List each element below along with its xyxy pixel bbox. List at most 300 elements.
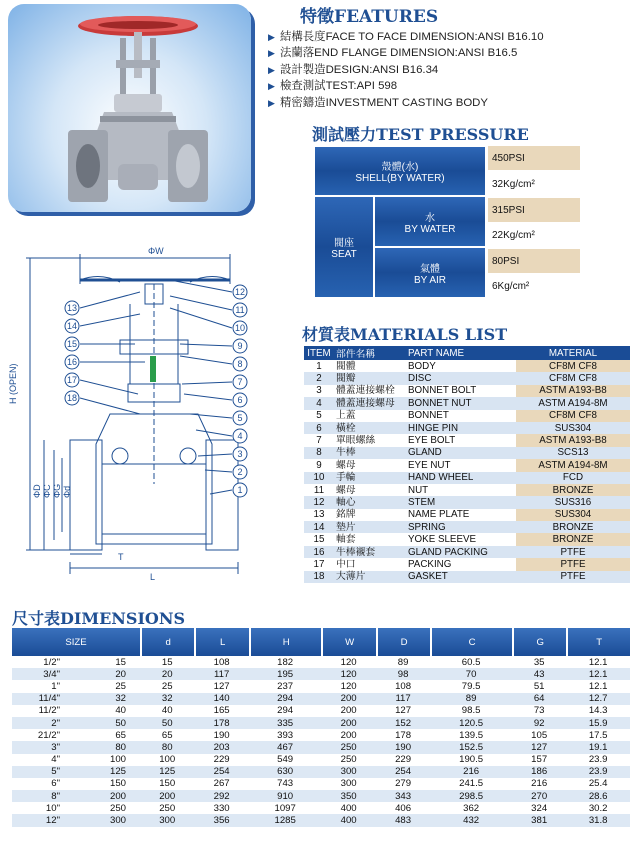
w-value: 200: [321, 693, 375, 705]
material: FCD: [516, 472, 630, 484]
h-value: 294: [249, 693, 322, 705]
test-pressure-title: 測試壓力TEST PRESSURE: [312, 125, 529, 144]
l-value: 178: [194, 717, 248, 729]
label-h: H (OPEN): [8, 363, 18, 404]
arrow-right-icon: ▶: [268, 97, 275, 108]
callout-number: 3: [237, 449, 243, 459]
table-row: [304, 372, 630, 384]
table-row: [12, 668, 630, 680]
part-name: GASKET: [406, 571, 516, 583]
t-value: 12.1: [588, 680, 608, 692]
table-row: [304, 410, 630, 422]
material: CF8M CF8: [516, 410, 630, 422]
l-value: 267: [213, 778, 230, 790]
size-inch: 8": [12, 790, 72, 802]
label-dd: Φd: [62, 485, 72, 498]
part-name-cn: 螺母: [336, 459, 356, 471]
part-name: HINGE PIN: [406, 422, 516, 434]
part-name: DISC: [406, 372, 516, 384]
feature-item: ▶ 精密鑄造INVESTMENT CASTING BODY: [268, 95, 628, 111]
callout-number: 5: [237, 413, 243, 423]
l-value: 356: [194, 814, 248, 826]
callout-number: 14: [66, 321, 78, 331]
callout-number: 7: [237, 377, 243, 387]
part-name-cn: 上蓋: [336, 410, 356, 422]
dd-value: 406: [395, 802, 412, 814]
arrow-right-icon: ▶: [268, 64, 275, 75]
item-number: 13: [313, 509, 325, 521]
w-value: 250: [321, 741, 375, 753]
size-inch: 3": [12, 741, 72, 753]
c-value: 79.5: [461, 680, 481, 692]
size-inch: 1/2": [43, 656, 60, 668]
table-row: [12, 802, 630, 814]
callout-number: 4: [237, 431, 243, 441]
size-mm: 250: [109, 802, 126, 814]
table-row: [304, 447, 630, 459]
dd-value: 117: [376, 693, 430, 705]
dimensions-header-row: [12, 628, 630, 656]
arrow-right-icon: ▶: [268, 48, 275, 59]
material: SUS304: [516, 422, 630, 434]
table-row: [304, 385, 630, 397]
c-value: 152.5: [430, 741, 512, 753]
part-name: STEM: [406, 496, 516, 508]
c-value: 298.5: [430, 790, 512, 802]
w-value: 120: [340, 680, 357, 692]
h-value: 237: [277, 680, 294, 692]
size-inch: 5": [12, 766, 72, 778]
g-value: 64: [512, 693, 566, 705]
table-row: [304, 484, 630, 496]
table-row: [304, 533, 630, 545]
d-value: 32: [140, 693, 194, 705]
item-number: 15: [313, 534, 325, 546]
c-value: 362: [463, 802, 480, 814]
item-number: 18: [304, 571, 334, 583]
water-label-cell: 水 BY WATER: [374, 196, 486, 247]
feature-item: ▶ 檢查測試TEST:API 598: [268, 78, 628, 94]
w-value: 400: [340, 802, 357, 814]
size-mm: 40: [115, 705, 126, 717]
item-number: 6: [304, 422, 334, 434]
w-value: 300: [340, 778, 357, 790]
t-value: 23.9: [588, 754, 608, 766]
g-value: 51: [533, 680, 545, 692]
part-name: BONNET NUT: [406, 397, 516, 409]
g-value: 381: [512, 814, 566, 826]
t-value: 17.5: [588, 729, 608, 741]
g-value: 157: [531, 754, 548, 766]
h-value: 294: [277, 705, 294, 717]
d-value: 100: [159, 754, 176, 766]
part-name-cn: 軸心: [334, 496, 406, 508]
g-value: 186: [512, 766, 566, 778]
part-name-cn: 銘牌: [336, 509, 356, 521]
dd-value: 190: [376, 741, 430, 753]
callout-number: 18: [66, 393, 78, 403]
dd-value: 89: [397, 656, 409, 668]
size-inch: 11/4": [12, 693, 72, 705]
table-row: [304, 521, 630, 533]
table-row: [12, 766, 630, 778]
item-number: 2: [304, 372, 334, 384]
c-value: 241.5: [459, 778, 484, 790]
table-row: [12, 693, 630, 705]
size-mm: 20: [72, 668, 140, 680]
item-number: 1: [316, 360, 322, 372]
table-row: [304, 472, 630, 484]
h-value: 182: [277, 656, 294, 668]
l-value: 117: [194, 668, 248, 680]
size-inch: 21/2": [37, 729, 60, 741]
size-mm: 50: [72, 717, 140, 729]
shell-label-cell: 殼體(水) SHELL(BY WATER): [314, 146, 486, 196]
callout-number: 13: [66, 303, 78, 313]
c-value: 98.5: [461, 705, 481, 717]
t-value: 30.2: [588, 802, 608, 814]
d-value: 65: [161, 729, 173, 741]
callout-number: 12: [234, 287, 246, 297]
seat-label-cell: 閥座 SEAT: [314, 196, 374, 298]
table-row: [12, 680, 630, 692]
dd-value: 343: [376, 790, 430, 802]
materials-header-row: [304, 346, 630, 360]
feature-item: ▶ 設計製造DESIGN:ANSI B16.34: [268, 62, 628, 78]
w-value: 300: [321, 766, 375, 778]
h-value: 910: [249, 790, 322, 802]
g-value: 35: [533, 656, 545, 668]
item-number: 5: [316, 410, 322, 422]
feature-item: ▶ 結構長度FACE TO FACE DIMENSION:ANSI B16.10: [268, 29, 628, 45]
part-name-cn: 閥瓣: [334, 372, 406, 384]
c-value: 216: [430, 766, 512, 778]
g-value: 270: [512, 790, 566, 802]
h-value: 195: [249, 668, 322, 680]
gate-valve-image: [8, 4, 251, 212]
t-value: 14.3: [588, 705, 608, 717]
h-value: 1285: [249, 814, 322, 826]
part-name-cn: 大薄片: [334, 571, 406, 583]
l-value: 292: [194, 790, 248, 802]
header-w: W: [321, 628, 375, 656]
header-h: H: [249, 628, 322, 656]
size-inch: 3/4": [12, 668, 72, 680]
size-mm: 65: [115, 729, 126, 741]
callout-number: 6: [237, 395, 243, 405]
c-value: 60.5: [461, 656, 481, 668]
label-c: ΦC: [42, 484, 52, 498]
size-mm: 200: [72, 790, 140, 802]
table-row: [304, 459, 630, 471]
w-value: 200: [321, 717, 375, 729]
feature-item: ▶ 法蘭落END FLANGE DIMENSION:ANSI B16.5: [268, 45, 628, 61]
dd-value: 98: [376, 668, 430, 680]
header-size: SIZE: [12, 628, 140, 656]
item-number: 3: [316, 385, 322, 397]
item-number: 11: [313, 484, 325, 496]
part-name-cn: 墊片: [334, 521, 406, 533]
l-value: 127: [213, 680, 230, 692]
l-value: 165: [213, 705, 230, 717]
item-number: 16: [304, 546, 334, 558]
table-row: [304, 496, 630, 508]
material: ASTM A194-8M: [516, 397, 630, 409]
w-value: 350: [321, 790, 375, 802]
l-value: 140: [194, 693, 248, 705]
air-label-cell: 氣體 BY AIR: [374, 247, 486, 298]
size-mm: 15: [115, 656, 126, 668]
w-value: 200: [340, 729, 357, 741]
arrow-right-icon: ▶: [268, 81, 275, 92]
label-d: ΦD: [32, 484, 42, 498]
material: PTFE: [516, 571, 630, 583]
table-row: [12, 754, 630, 766]
table-row: [304, 360, 630, 372]
table-row: [12, 814, 630, 826]
size-inch: 2": [12, 717, 72, 729]
part-name: EYE NUT: [408, 459, 451, 471]
w-value: 120: [340, 656, 357, 668]
t-value: 25.4: [588, 778, 608, 790]
dimensions-table: [12, 628, 630, 827]
h-value: 1097: [274, 802, 296, 814]
t-value: 31.8: [566, 814, 630, 826]
dd-value: 483: [376, 814, 430, 826]
dd-value: 254: [376, 766, 430, 778]
material: BRONZE: [516, 533, 630, 545]
d-value: 25: [161, 680, 173, 692]
dd-value: 152: [376, 717, 430, 729]
d-value: 300: [140, 814, 194, 826]
shell-kg: 32Kg/cm²: [492, 178, 535, 190]
label-t: T: [118, 552, 124, 562]
part-name: PACKING: [408, 558, 452, 570]
d-value: 250: [159, 802, 176, 814]
material: SUS304: [516, 509, 630, 521]
l-value: 108: [213, 656, 230, 668]
part-name: NUT: [408, 484, 429, 496]
t-value: 23.9: [566, 766, 630, 778]
part-name: BONNET BOLT: [408, 385, 477, 397]
h-value: 393: [277, 729, 294, 741]
t-value: 28.6: [566, 790, 630, 802]
part-name-cn: 牛棒: [334, 447, 406, 459]
d-value: 20: [140, 668, 194, 680]
table-row: [12, 656, 630, 668]
header-l: L: [194, 628, 248, 656]
d-value: 15: [161, 656, 173, 668]
material: CF8M CF8: [516, 360, 630, 372]
table-row: [12, 790, 630, 802]
g-value: 324: [531, 802, 548, 814]
material: SCS13: [516, 447, 630, 459]
valve-photo: [8, 4, 251, 212]
header-t: T: [566, 628, 630, 656]
l-value: 190: [213, 729, 230, 741]
table-row: [304, 546, 630, 558]
part-name: NAME PLATE: [408, 509, 470, 521]
size-inch: 11/2": [38, 705, 60, 717]
size-inch: 12": [12, 814, 72, 826]
d-value: 40: [161, 705, 173, 717]
part-name-cn: 牛棒襯套: [334, 546, 406, 558]
size-mm: 300: [72, 814, 140, 826]
g-value: 105: [531, 729, 548, 741]
header-c: C: [430, 628, 512, 656]
g-value: 216: [531, 778, 548, 790]
header-material: MATERIAL: [516, 346, 630, 360]
materials-title: 材質表MATERIALS LIST: [302, 325, 508, 344]
header-g: G: [512, 628, 566, 656]
water-kg: 22Kg/cm²: [492, 229, 535, 241]
c-value: 89: [430, 693, 512, 705]
g-value: 127: [512, 741, 566, 753]
t-value: 12.7: [566, 693, 630, 705]
part-name: GLAND: [406, 447, 516, 459]
part-name-cn: 橫栓: [334, 422, 406, 434]
callout-number: 10: [234, 323, 246, 333]
size-mm: 150: [109, 778, 126, 790]
w-value: 120: [321, 668, 375, 680]
label-l: L: [150, 572, 156, 582]
table-row: [12, 705, 630, 717]
material: PTFE: [516, 546, 630, 558]
part-name: YOKE SLEEVE: [408, 534, 477, 546]
header-d: d: [140, 628, 194, 656]
header-part-cn: 部件名稱: [334, 346, 406, 360]
part-name-cn: 體蓋連接螺栓: [336, 385, 395, 397]
t-value: 12.1: [588, 656, 608, 668]
d-value: 80: [140, 741, 194, 753]
size-mm: 125: [72, 766, 140, 778]
callout-number: 15: [66, 339, 78, 349]
dd-value: 229: [395, 754, 412, 766]
d-value: 50: [140, 717, 194, 729]
c-value: 432: [430, 814, 512, 826]
item-number: 7: [316, 435, 322, 447]
h-value: 467: [249, 741, 322, 753]
size-inch: 6": [51, 778, 60, 790]
c-value: 70: [430, 668, 512, 680]
part-name: GLAND PACKING: [406, 546, 516, 558]
h-value: 630: [249, 766, 322, 778]
table-row: [304, 434, 630, 446]
dd-value: 127: [395, 705, 412, 717]
water-psi: 315PSI: [488, 198, 580, 222]
w-value: 250: [340, 754, 357, 766]
size-mm: 80: [72, 741, 140, 753]
table-row: [12, 729, 630, 741]
features-list: [268, 29, 628, 111]
table-row: [304, 509, 630, 521]
test-pressure-table: [314, 146, 580, 298]
t-value: 19.1: [566, 741, 630, 753]
l-value: 229: [213, 754, 230, 766]
l-value: 330: [213, 802, 230, 814]
item-number: 9: [316, 459, 322, 471]
part-name: HAND WHEEL: [406, 472, 516, 484]
callout-number: 2: [237, 467, 243, 477]
callout-number: 9: [237, 341, 243, 351]
part-name: BODY: [408, 360, 436, 372]
header-part-name: PART NAME: [406, 346, 516, 360]
table-row: [304, 558, 630, 570]
size-mm: 25: [115, 680, 126, 692]
part-name-cn: 單眼螺絲: [336, 435, 376, 447]
dd-value: 178: [395, 729, 412, 741]
shell-psi: 450PSI: [488, 146, 580, 170]
part-name: BONNET: [408, 410, 449, 422]
header-dd: D: [376, 628, 430, 656]
d-value: 125: [140, 766, 194, 778]
table-row: [12, 741, 630, 753]
item-number: 12: [304, 496, 334, 508]
material: BRONZE: [516, 484, 630, 496]
dd-value: 108: [395, 680, 412, 692]
table-row: [12, 778, 630, 790]
c-value: 139.5: [459, 729, 484, 741]
table-row: [304, 422, 630, 434]
t-value: 15.9: [566, 717, 630, 729]
valve-section-diagram: [0, 244, 300, 596]
callout-number: 11: [235, 305, 245, 315]
features-section: [268, 2, 628, 111]
g-value: 73: [533, 705, 545, 717]
c-value: 190.5: [459, 754, 484, 766]
l-value: 203: [194, 741, 248, 753]
material: CF8M CF8: [516, 372, 630, 384]
table-row: [12, 717, 630, 729]
item-number: 14: [304, 521, 334, 533]
w-value: 200: [340, 705, 357, 717]
c-value: 120.5: [430, 717, 512, 729]
h-value: 335: [249, 717, 322, 729]
part-name-cn: 閥體: [336, 360, 356, 372]
g-value: 43: [512, 668, 566, 680]
callout-number: 8: [237, 359, 243, 369]
dd-value: 279: [395, 778, 412, 790]
size-mm: 32: [72, 693, 140, 705]
label-g: ΦG: [52, 483, 62, 498]
callout-number: 16: [66, 357, 78, 367]
part-name-cn: 螺母: [336, 484, 356, 496]
h-value: 743: [277, 778, 294, 790]
air-psi: 80PSI: [488, 249, 580, 273]
d-value: 150: [159, 778, 176, 790]
table-row: [304, 571, 630, 583]
l-value: 254: [194, 766, 248, 778]
material: BRONZE: [516, 521, 630, 533]
part-name: SPRING: [406, 521, 516, 533]
arrow-right-icon: ▶: [268, 32, 275, 42]
item-number: 4: [304, 397, 334, 409]
w-value: 400: [321, 814, 375, 826]
material: ASTM A193-B8: [516, 434, 630, 446]
features-title: 特徵FEATURES: [300, 7, 439, 27]
item-number: 10: [304, 472, 334, 484]
header-item: ITEM: [304, 346, 334, 360]
material: ASTM A194-8M: [516, 459, 630, 471]
label-w: ΦW: [148, 246, 164, 256]
dimensions-title: 尺寸表DIMENSIONS: [12, 609, 186, 628]
g-value: 92: [512, 717, 566, 729]
material: SUS316: [516, 496, 630, 508]
callout-number: 1: [237, 485, 243, 495]
materials-table: [304, 346, 630, 583]
size-mm: 100: [109, 754, 126, 766]
d-value: 200: [140, 790, 194, 802]
